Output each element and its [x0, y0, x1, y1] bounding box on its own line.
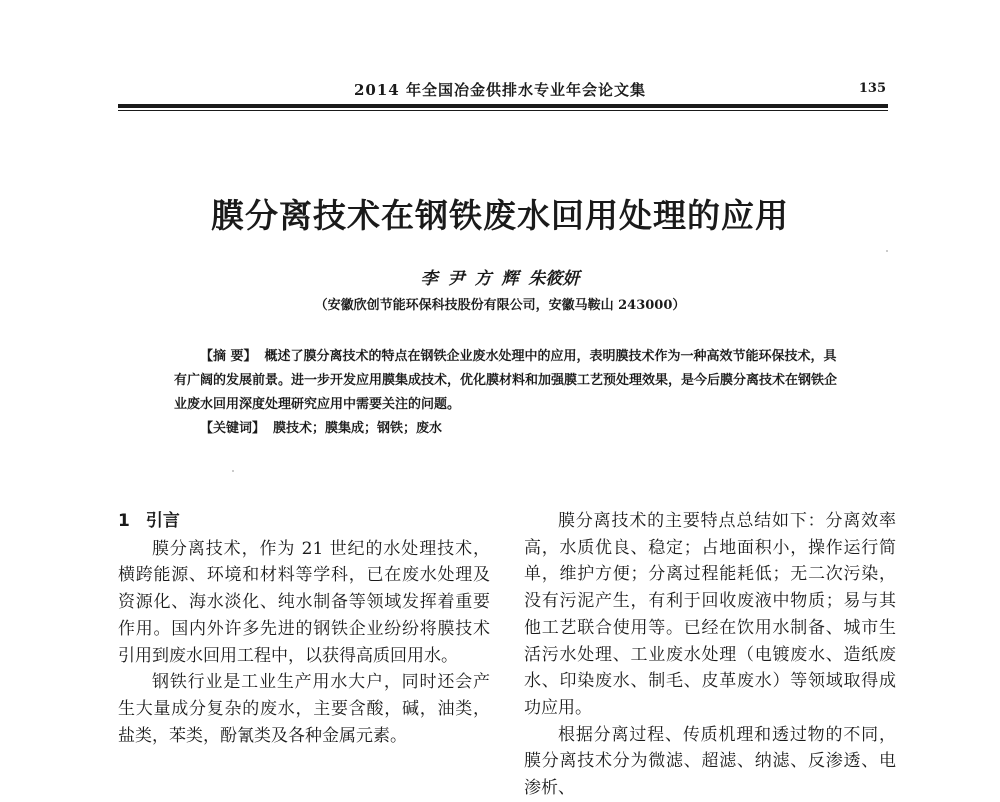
running-header [118, 79, 888, 105]
abstract-text: 概述了膜分离技术的特点在钢铁企业废水处理中的应用，表明膜技术作为一种高效节能环保技术，具有广阔的发展前景。进一步开发应用膜集成技术，优化膜材料和加强膜工艺预处理效果，是今后膜分离技术在钢铁企业废水回用深度处理研究应用中需要关注的问题。 [174, 349, 838, 412]
abstract-paragraph [174, 345, 840, 417]
section-title: 引言 [145, 511, 180, 531]
page-number: 135 [858, 81, 886, 96]
body-paragraph: 膜分离技术的主要特点总结如下：分离效率高，水质优良、稳定；占地面积小，操作运行简单，维护方便；分离过程能耗低；无二次污染，没有污泥产生，有利于回收废液中物质；易与其他工艺联合使用等。已经在饮用水制备、城市生活污水处理、工业废水处理（电镀废水、造纸废水、印染废水、制毛、皮革废水）等领域取得成功应用。 [524, 511, 896, 718]
header-rule-thin [118, 110, 888, 111]
section-heading [118, 508, 490, 535]
abstract [174, 345, 840, 441]
affiliation: （安徽欣创节能环保科技股份有限公司，安徽马鞍山 243000） [314, 298, 686, 313]
body-paragraph: 根据分离过程、传质机理和透过物的不同，膜分离技术分为微滤、超滤、纳滤、反渗透、电渗析、 [524, 724, 896, 799]
left-column [118, 508, 490, 749]
authors: 李 尹 方 辉 朱筱妍 [420, 269, 580, 289]
abstract-label: 【摘 要】 [200, 349, 257, 364]
section-number: 1 [118, 511, 130, 531]
keywords-label: 【关键词】 [200, 421, 266, 436]
keywords [174, 417, 840, 441]
keywords-text: 膜技术；膜集成；钢铁；废水 [273, 421, 443, 436]
paper-title: 膜分离技术在钢铁废水回用处理的应用 [211, 196, 789, 235]
right-column [524, 508, 896, 802]
header-rule [118, 104, 888, 108]
scan-speck [886, 250, 888, 252]
body-paragraph: 钢铁行业是工业生产用水大户，同时还会产生大量成分复杂的废水，主要含酸，碱，油类，盐类，苯类，酚氰类及各种金属元素。 [118, 672, 490, 746]
scan-speck [232, 470, 234, 472]
body-paragraph: 膜分离技术，作为 21 世纪的水处理技术，横跨能源、环境和材料等学科，已在废水处理及资源化、海水淡化、纯水制备等领域发挥着重要作用。国内外许多先进的钢铁企业纷纷将膜技术引用到废水回用工程中，以获得高质回用水。 [118, 538, 490, 666]
journal-title: 2014 年全国冶金供排水专业年会论文集 [354, 81, 646, 99]
